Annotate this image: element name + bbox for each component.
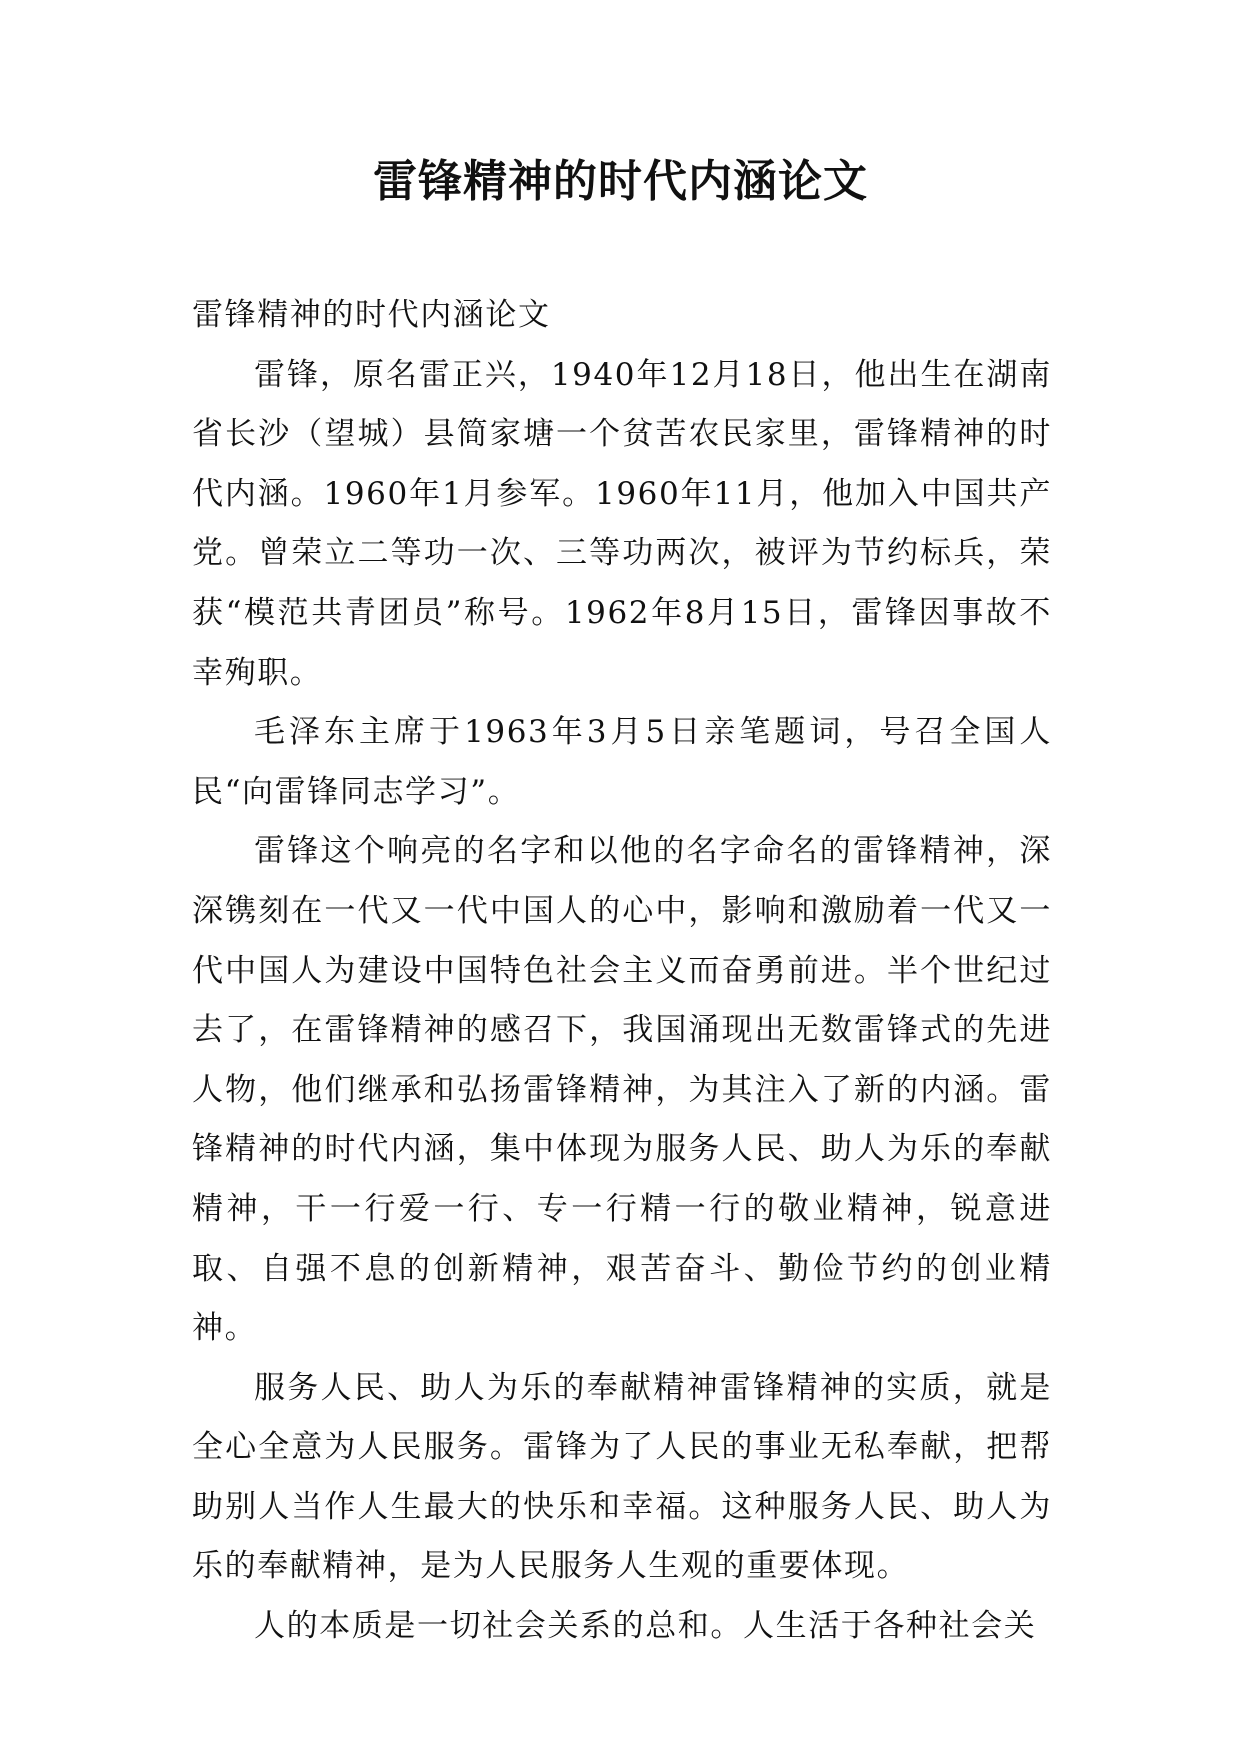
page-title: 雷锋精神的时代内涵论文 bbox=[373, 156, 868, 207]
paragraph: 雷锋这个响亮的名字和以他的名字命名的雷锋精神，深深镌刻在一代又一代中国人的心中，影响和激励着一代又一代中国人为建设中国特色社会主义而奋勇前进。半个世纪过去了，在雷锋精神的感召下，我国涌现出无数雷锋式的先进人物，他们继承和弘扬雷锋精神，为其注入了新的内涵。雷锋精神的时代内涵，集中体现为服务人民、助人为乐的奉献精神，干一行爱一行、专一行精一行的敬业精神，锐意进取、自强不息的创新精神，艰苦奋斗、勤俭节约的创业精神。 bbox=[192, 833, 1052, 1347]
paragraph: 服务人民、助人为乐的奉献精神雷锋精神的实质，就是全心全意为人民服务。雷锋为了人民的事业无私奉献，把帮助别人当作人生最大的快乐和幸福。这种服务人民、助人为乐的奉献精神，是为人民服务人生观的重要体现。 bbox=[192, 1369, 1052, 1585]
paragraph-subtitle: 雷锋精神的时代内涵论文 bbox=[192, 297, 551, 333]
paragraph: 毛泽东主席于1963年3月5日亲笔题词，号召全国人民“向雷锋同志学习”。 bbox=[192, 714, 1052, 810]
paragraph: 雷锋，原名雷正兴，1940年12月18日，他出生在湖南省长沙（望城）县简家塘一个贫苦农民家里，雷锋精神的时代内涵。1960年1月参军。1960年11月，他加入中国共产党。曾荣立二等功一次、三等功两次，被评为节约标兵，荣获“模范共青团员”称号。1962年8月15日，雷锋因事故不幸殉职。 bbox=[192, 356, 1052, 691]
paragraph: 人的本质是一切社会关系的总和。人生活于各种社会关 bbox=[254, 1608, 1037, 1645]
body-text bbox=[192, 286, 1052, 1657]
